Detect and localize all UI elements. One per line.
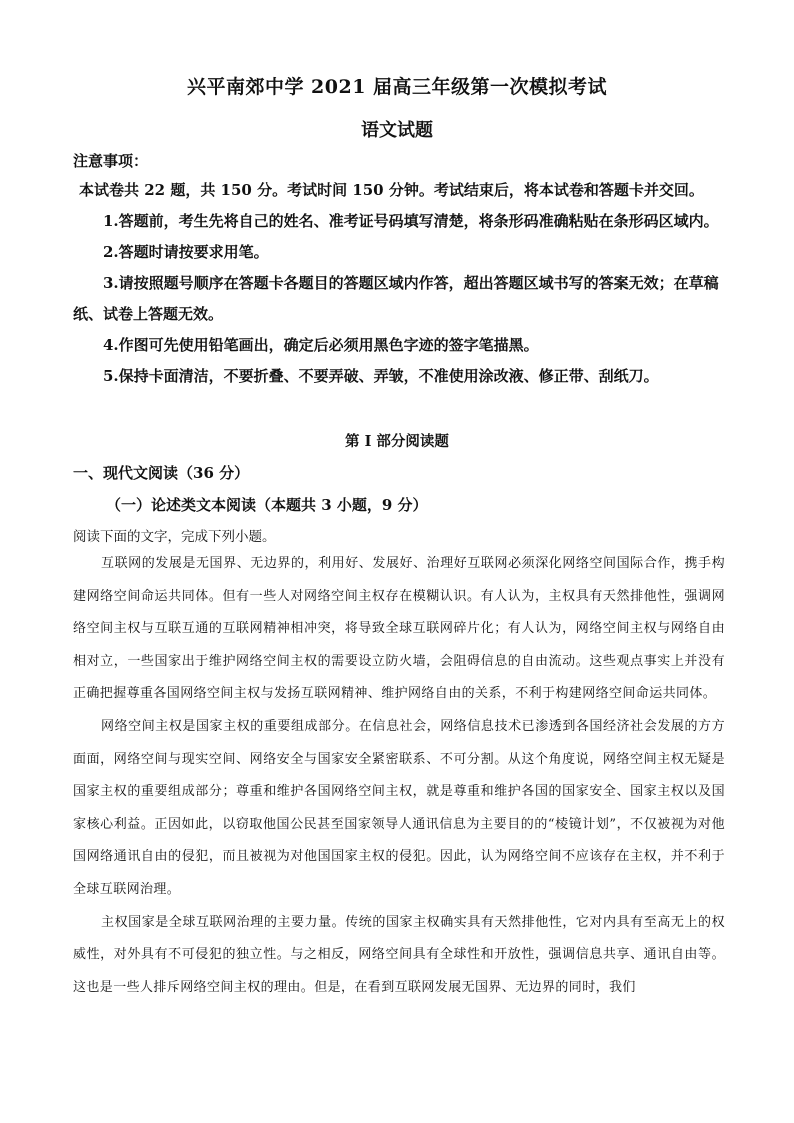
exam-subtitle: 语文试题 bbox=[361, 120, 433, 141]
exam-title: 兴平南郊中学 2021 届高三年级第一次模拟考试 bbox=[186, 76, 608, 98]
subsection-title: （一）论述类文本阅读（本题共 3 小题，9 分） bbox=[106, 496, 428, 514]
notice-item: 2.答题时请按要求用笔。 bbox=[103, 243, 269, 261]
notice-item: 3.请按照题号顺序在答题卡各题目的答题区域内作答，超出答题区域书写的答案无效；在草稿纸、试卷上答题无效。 bbox=[73, 274, 719, 323]
passage-paragraph: 主权国家是全球互联网治理的主要力量。传统的国家主权确实具有天然排他性，它对内具有至高无上的权威性，对外具有不可侵犯的独立性。与之相反，网络空间具有全球性和开放性，强调信息共享、通讯自由等。这也是一些人排斥网络空间主权的理由。但是，在看到互联网发展无国界、无边界的同时，我们 bbox=[73, 914, 725, 995]
notice-list bbox=[73, 175, 733, 392]
part-title: 第 I 部分阅读题 bbox=[345, 433, 449, 450]
notice-item: 4.作图可先使用铅笔画出，确定后必须用黑色字迹的签字笔描黑。 bbox=[103, 336, 539, 354]
instruction-text: 阅读下面的文字，完成下列小题。 bbox=[73, 529, 276, 545]
passage-paragraph: 互联网的发展是无国界、无边界的，利用好、发展好、治理好互联网必须深化网络空间国际合作，携手构建网络空间命运共同体。但有一些人对网络空间主权存在模糊认识。有人认为，主权具有天然排他性，强调网络空间主权与互联互通的互联网精神相冲突，将导致全球互联网碎片化；有人认为，网络空间主权与网络自由相对立，一些国家出于维护网络空间主权的需要设立防火墙，会阻碍信息的自由流动。这些观点事实上并没有正确把握尊重各国网络空间主权与发扬互联网精神、维护网络自由的关系，不利于构建网络空间命运共同体。 bbox=[73, 556, 725, 702]
notice-item: 本试卷共 22 题，共 150 分。考试时间 150 分钟。考试结束后，将本试卷和答题卡并交回。 bbox=[79, 181, 704, 199]
passage-paragraph: 网络空间主权是国家主权的重要组成部分。在信息社会，网络信息技术已渗透到各国经济社会发展的方方面面，网络空间与现实空间、网络安全与国家安全紧密联系、不可分割。从这个角度说，网络空间主权无疑是国家主权的重要组成部分；尊重和维护各国网络空间主权，就是尊重和维护各国的国家安全、国家主权以及国家核心利益。正因如此，以窃取他国公民甚至国家领导人通讯信息为主要目的的“棱镜计划”，不仅被视为对他国网络通讯自由的侵犯，而且被视为对他国国家主权的侵犯。因此，认为网络空间不应该存在主权，并不利于全球互联网治理。 bbox=[73, 718, 725, 897]
notice-heading: 注意事项： bbox=[73, 152, 149, 170]
reading-passage bbox=[73, 548, 725, 1004]
notice-item: 1.答题前，考生先将自己的姓名、准考证号码填写清楚，将条形码准确粘贴在条形码区域内。 bbox=[103, 212, 719, 230]
notice-item: 5.保持卡面清洁，不要折叠、不要弄破、弄皱，不准使用涂改液、修正带、刮纸刀。 bbox=[103, 367, 659, 385]
section-title: 一、现代文阅读（36 分） bbox=[73, 464, 250, 482]
